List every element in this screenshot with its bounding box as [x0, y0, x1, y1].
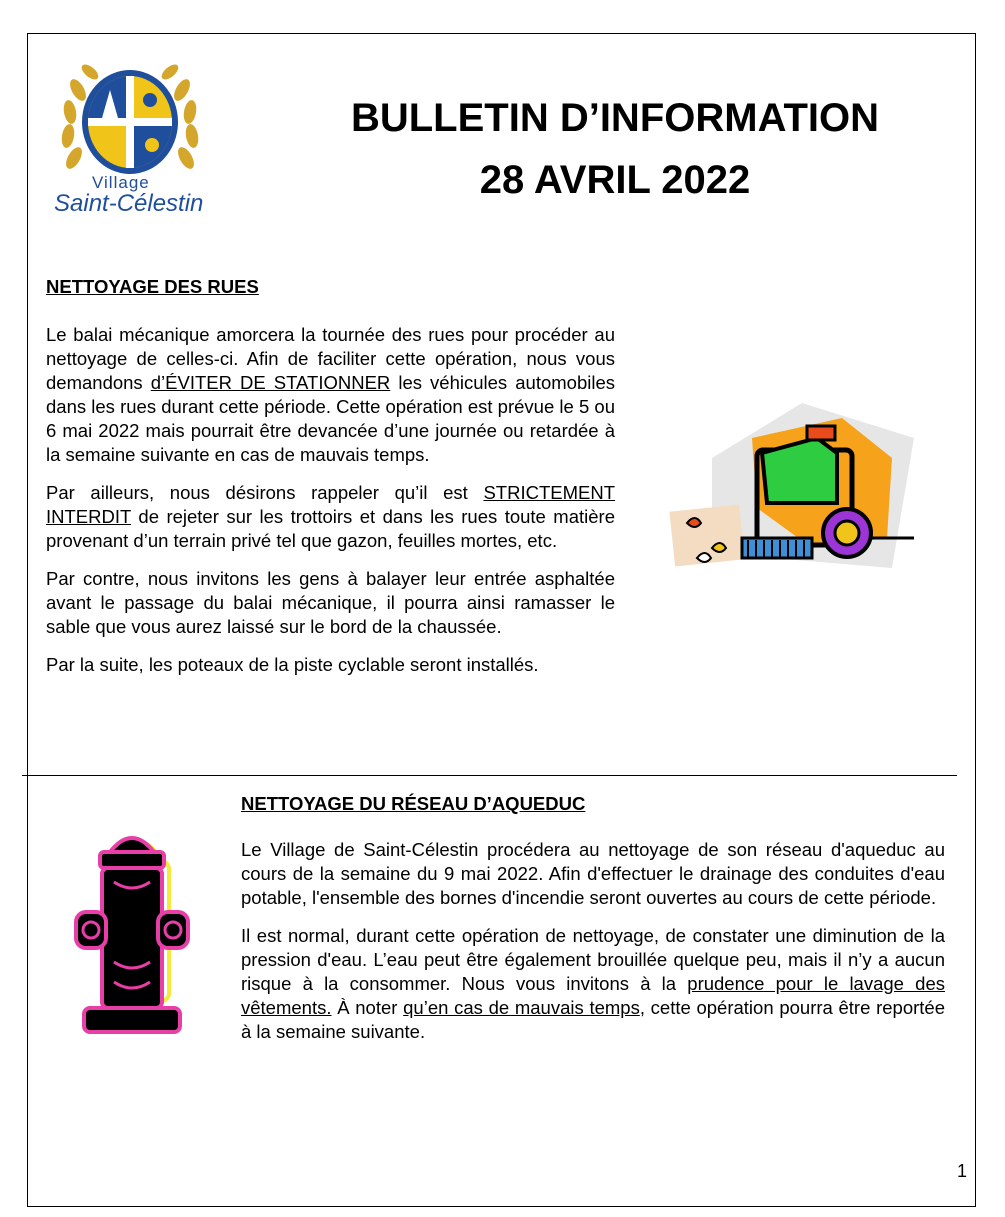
paragraph: [241, 924, 945, 1044]
section-heading-water-network: NETTOYAGE DU RÉSEAU D’AQUEDUC: [241, 793, 586, 814]
text: les véhicules automobiles dans les rues durant cette période. Cette opération est prévue le 5 ou 6 mai 2022 mais pourrait être devancée d’une journée ou retardée à la semaine suivante en cas de mauvais temps.: [46, 372, 615, 465]
section-heading-street-cleaning: NETTOYAGE DES RUES: [46, 276, 259, 297]
street-sweeper-illustration: [652, 398, 914, 593]
logo-text-name: Saint-Célestin: [54, 190, 204, 217]
section-body-street-cleaning: [46, 323, 615, 691]
text: Le balai mécanique amorcera la tournée des rues pour procéder au nettoyage de celles-ci. Afin de faciliter cette opération, nous vous demandons: [46, 324, 615, 393]
fire-hydrant-illustration: [70, 822, 195, 1044]
text: de rejeter sur les trottoirs et dans les rues toute matière provenant d’un terrain privé tel que gazon, feuilles mortes, etc.: [46, 506, 615, 551]
bulletin-title: BULLETIN D’INFORMATION: [350, 96, 880, 140]
underlined-text: prudence pour le lavage des vêtements.: [241, 973, 945, 1018]
text: Il est normal, durant cette opération de nettoyage, de constater une diminution de la pression d'eau. L’eau peut être également brouillée quelque peu, mais il n’y a aucun risque à la consommer. Nous vous invitons à la: [241, 925, 945, 994]
text: , cette opération pourra être reportée à la semaine suivante.: [241, 997, 945, 1042]
section-body-water-network: [241, 838, 945, 1058]
paragraph: Le Village de Saint-Célestin procédera au nettoyage de son réseau d'aqueduc au cours de la semaine du 9 mai 2022. Afin d'effectuer le drainage des conduites d'eau potable, l'ensemble des bornes d'incendie seront ouvertes au cours de cette période.: [241, 839, 945, 908]
underlined-text: d’ÉVITER DE STATIONNER: [150, 372, 391, 393]
bulletin-date: 28 AVRIL 2022: [479, 158, 751, 202]
page-number: 1: [957, 1161, 968, 1181]
underlined-text: STRICTEMENT INTERDIT: [46, 482, 615, 527]
section-divider: [22, 775, 957, 776]
paragraph: Par la suite, les poteaux de la piste cyclable seront installés.: [46, 654, 539, 675]
underlined-text: qu’en cas de mauvais temps: [403, 997, 640, 1018]
text: Par ailleurs, nous désirons rappeler qu’il est: [46, 482, 484, 503]
text: À noter: [331, 997, 404, 1018]
paragraph: Par contre, nous invitons les gens à balayer leur entrée asphaltée avant le passage du balai mécanique, il pourra ainsi ramasser le sable que vous aurez laissé sur le bord de la chaussée.: [46, 568, 615, 637]
logo-text-village: Village: [92, 173, 150, 192]
paragraph: [46, 323, 615, 467]
paragraph: [46, 481, 615, 553]
